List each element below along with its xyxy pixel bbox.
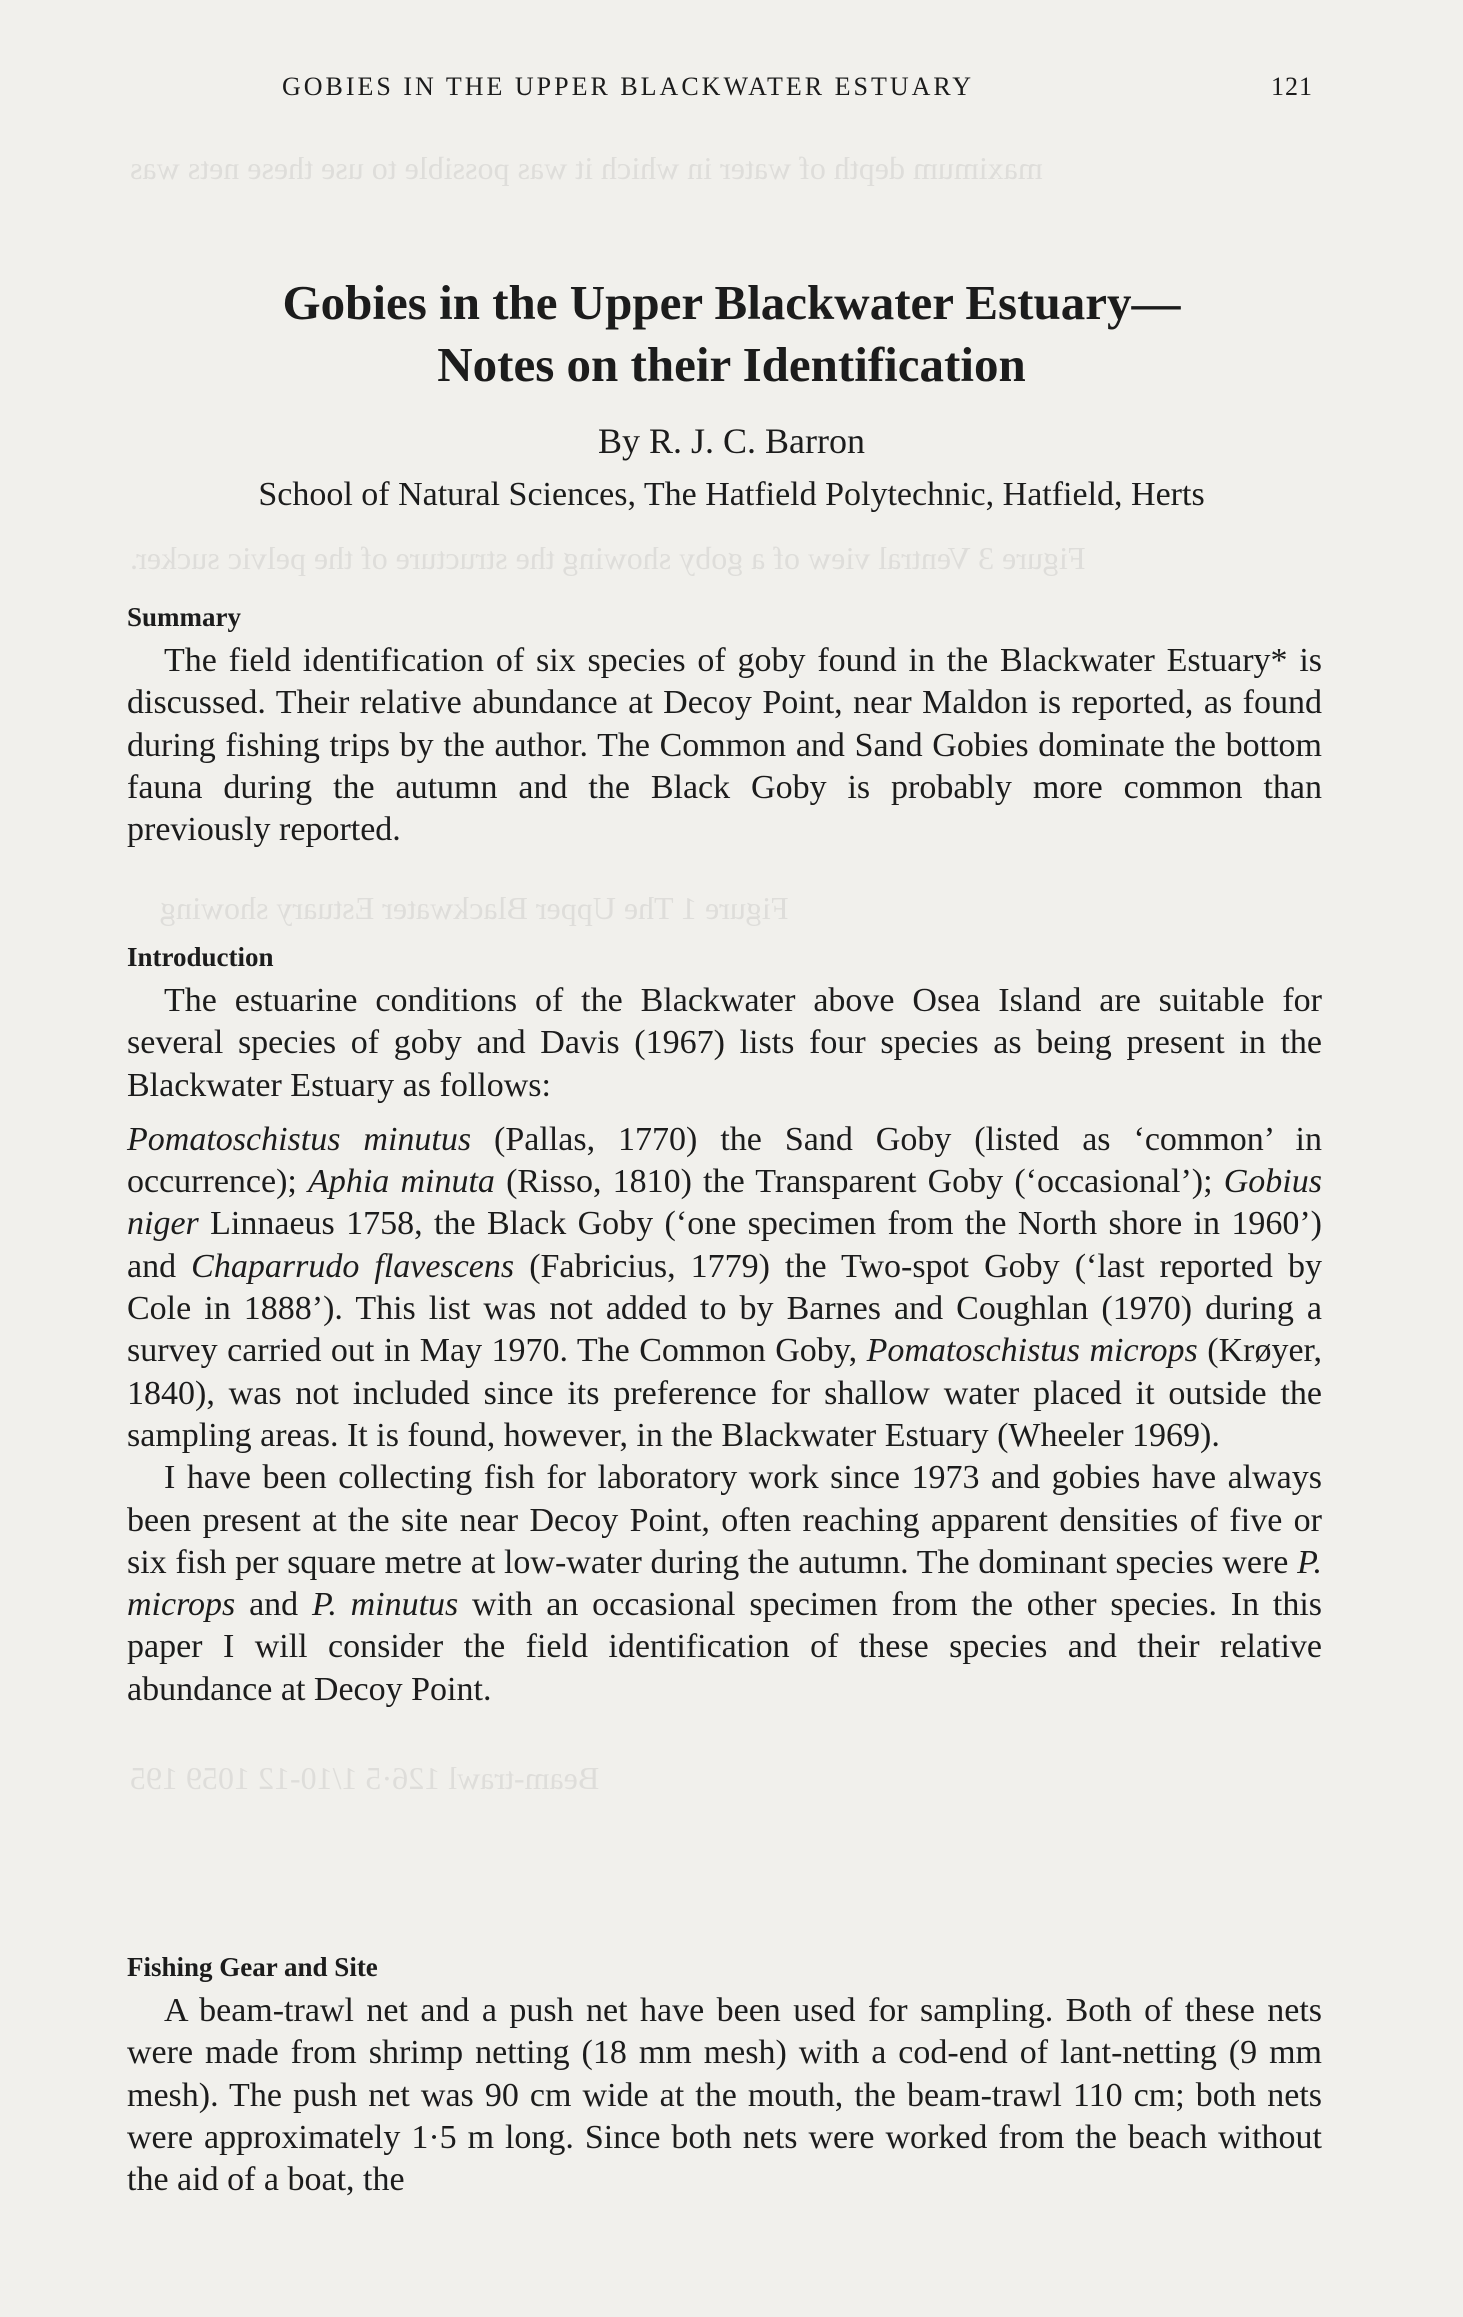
species-name: P. minutus [311,1586,459,1624]
running-head-title: GOBIES IN THE UPPER BLACKWATER ESTUARY [282,72,975,101]
author-byline: By R. J. C. Barron [597,421,865,461]
text-span: I have been collecting fish for laboratory work since 1973 and gobies have always been present at the site near Decoy Point, often reaching apparent densities of five or six fish per square metre at low-water during the autumn. The dominant species were [127,1459,1322,1581]
show-through-text: maximum depth of water in which it was possible to use these nets was [130,150,1043,186]
text-span: and [235,1586,312,1624]
fishing-gear-paragraph: A beam-trawl net and a push net have been used for sampling. Both of these nets were made from shrimp netting (18 mm mesh) with a cod-end of lant-netting (9 mm mesh). The push net was 90 cm wide at the mouth, the beam-trawl 110 cm; both nets were approximately 1·5 m long. Since both nets were worked from the beach without the aid of a boat, the [127,1992,1322,2199]
article-title-line-1: Gobies in the Upper Blackwater Estuary— [282,275,1181,330]
species-name: Gobius niger [127,1163,1322,1243]
show-through-text: Figure 1 The Upper Blackwater Estuary showing [160,890,789,926]
text-span: (Krøyer, 1840), was not included since its preference for shallow water placed it outside the sampling areas. It is found, however, in the Blackwater Estuary (Wheeler 1969). [127,1332,1322,1454]
summary-paragraph: The field identification of six species of goby found in the Blackwater Estuary* is discussed. Their relative abundance at Decoy Point, near Maldon is reported, as found during fishing trips by the author. The Common and Sand Gobies dominate the bottom fauna during the autumn and the Black Goby is probably more common than previously reported. [127,642,1322,849]
species-name: Pomatoschistus microps [866,1332,1198,1370]
species-name: Chaparrudo flavescens [191,1247,515,1285]
show-through-text: Figure 3 Ventral view of a goby showing the structure of the pelvic sucker. [130,540,1086,576]
species-name: Pomatoschistus minutus [127,1120,472,1158]
text-span: Linnaeus 1758, the Black Goby (‘one specimen from the North shore in 1960’) and [127,1205,1322,1285]
introduction-section [127,940,1322,1711]
species-name: P. microps [127,1543,1322,1624]
page-number: 121 [1271,72,1313,101]
article-title [0,272,1463,396]
species-list-paragraph [127,1119,1322,1457]
fishing-gear-section [127,1950,1322,2201]
introduction-paragraph-3 [127,1457,1322,1711]
article-title-line-2: Notes on their Identification [437,337,1026,392]
text-span: (Fabricius, 1779) the Two-spot Goby (‘last reported by Cole in 1888’). This list was not added to by Barnes and Coughlan (1970) during a survey carried out in May 1970. The Common Goby, [127,1247,1323,1370]
introduction-paragraph-1: The estuarine conditions of the Blackwater above Osea Island are suitable for several species of goby and Davis (1967) lists four species as being present in the Blackwater Estuary as follows: [127,982,1322,1104]
summary-heading: Summary [127,602,241,632]
text-span: with an occasional specimen from the other species. In this paper I will consider the field identification of these species and their relative abundance at Decoy Point. [127,1586,1322,1708]
text-span: (Pallas, 1770) the Sand Goby (listed as ‘common’ in occurrence); [127,1120,1323,1201]
author-affiliation: School of Natural Sciences, The Hatfield Polytechnic, Hatfield, Herts [258,476,1205,513]
summary-section [127,600,1322,851]
text-span: (Risso, 1810) the Transparent Goby (‘occasional’); [494,1163,1224,1201]
fishing-gear-heading: Fishing Gear and Site [127,1952,378,1982]
show-through-text: Beam-trawl 126·5 1/10-12 1059 195 [130,1760,600,1796]
introduction-heading: Introduction [127,942,274,972]
species-name: Aphia minuta [308,1163,495,1201]
